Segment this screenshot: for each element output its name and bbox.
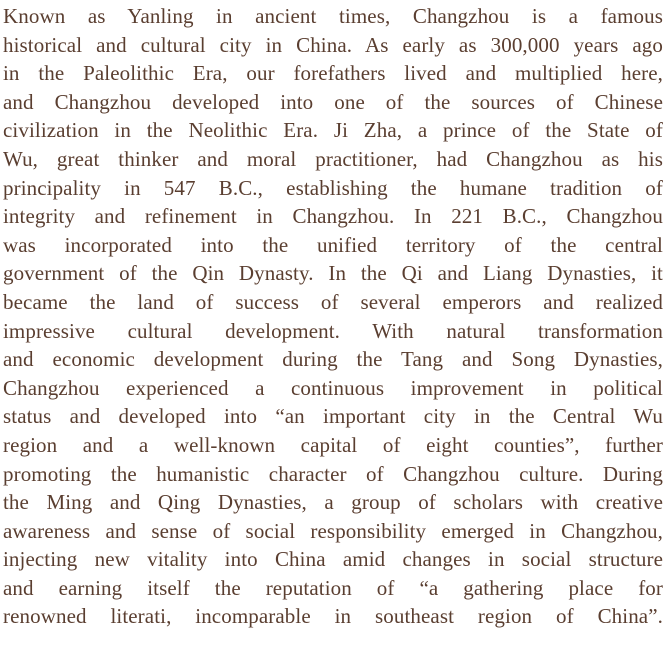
paragraph-line: the Ming and Qing Dynasties, a group of scholars with creative	[3, 490, 663, 515]
paragraph-line: and Changzhou developed into one of the sources of Chinese	[3, 89, 663, 114]
paragraph-line: renowned literati, incomparable in southeast region of China”.	[3, 604, 663, 629]
paragraph-line: civilization in the Neolithic Era. Ji Zha, a prince of the State of	[3, 118, 663, 143]
paragraph-line: region and a well-known capital of eight counties”, further	[3, 432, 663, 457]
paragraph-line: injecting new vitality into China amid changes in social structure	[3, 547, 663, 572]
paragraph-line: Wu, great thinker and moral practitioner, had Changzhou as his	[3, 146, 663, 171]
paragraph-line: was incorporated into the unified territory of the central	[3, 232, 663, 257]
paragraph-line: Changzhou experienced a continuous improvement in political	[3, 375, 663, 400]
paragraph-line: principality in 547 B.C., establishing the humane tradition of	[3, 175, 663, 200]
paragraph-line: in the Paleolithic Era, our forefathers lived and multiplied here,	[3, 61, 663, 86]
paragraph-line: government of the Qin Dynasty. In the Qi and Liang Dynasties, it	[3, 261, 663, 286]
paragraph-line: and economic development during the Tang and Song Dynasties,	[3, 347, 663, 372]
paragraph-line: promoting the humanistic character of Changzhou culture. During	[3, 461, 663, 486]
paragraph-line: Known as Yanling in ancient times, Changzhou is a famous	[3, 4, 663, 28]
paragraph-line: became the land of success of several emperors and realized	[3, 289, 663, 314]
body-paragraph	[3, 2, 663, 631]
paragraph-line: historical and cultural city in China. As early as 300,000 years ago	[3, 32, 663, 57]
paragraph-line: awareness and sense of social responsibility emerged in Changzhou,	[3, 518, 663, 543]
paragraph-line: and earning itself the reputation of “a gathering place for	[3, 575, 663, 600]
paragraph-line: integrity and refinement in Changzhou. In 221 B.C., Changzhou	[3, 204, 663, 229]
paragraph-line: impressive cultural development. With natural transformation	[3, 318, 663, 343]
paragraph-line: status and developed into “an important city in the Central Wu	[3, 404, 663, 429]
